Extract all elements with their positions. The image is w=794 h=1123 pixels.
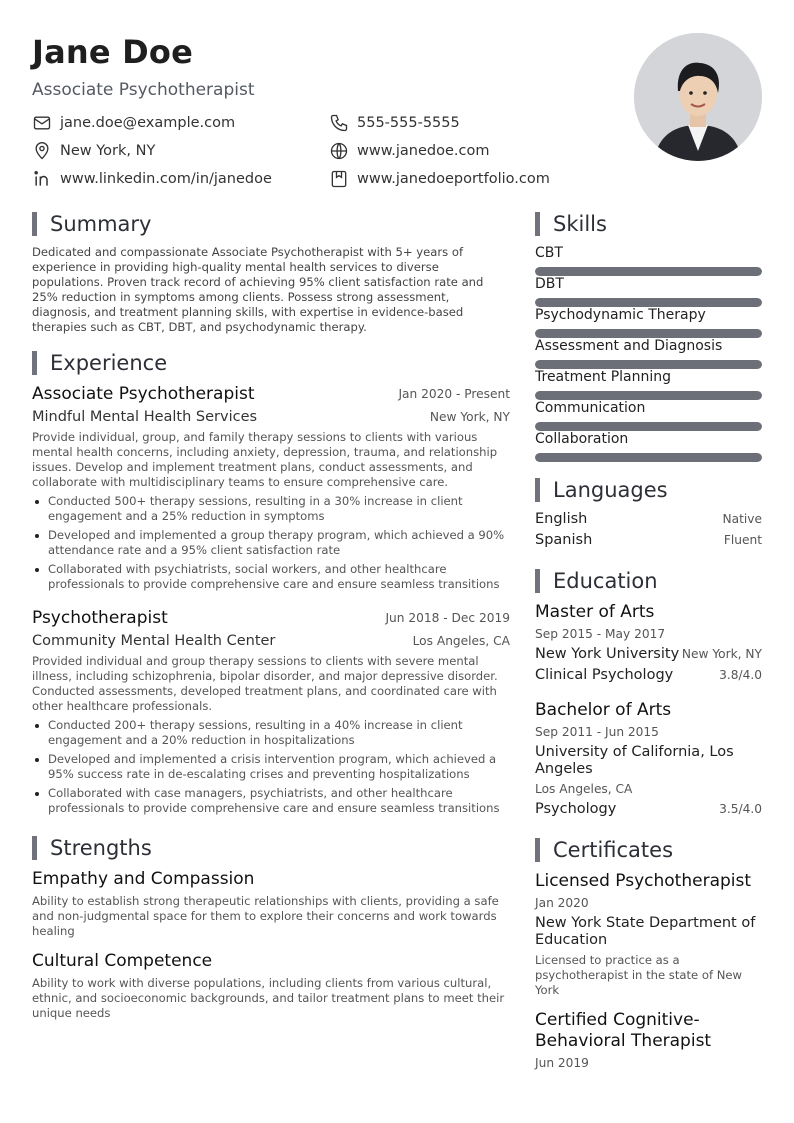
language-name: Spanish (535, 532, 593, 548)
email-text: jane.doe@example.com (60, 115, 236, 131)
skill-item (535, 431, 762, 462)
resume-title: Associate Psychotherapist (32, 80, 255, 100)
education-degree: Bachelor of Arts (535, 700, 672, 720)
education-school: University of California, Los Angeles (535, 744, 734, 777)
education-school: New York University (535, 646, 680, 662)
skill-bar (535, 453, 762, 462)
education-field-row (535, 667, 762, 683)
certificate-date: Jun 2019 (535, 1056, 589, 1070)
section-accent-bar (535, 212, 540, 236)
certificate-date: Jan 2020 (535, 896, 589, 910)
education-field-row (535, 801, 762, 817)
skill-item (535, 245, 762, 276)
education-dates: Sep 2015 - May 2017 (535, 627, 666, 641)
skill-bar-fill (535, 267, 762, 276)
skill-item (535, 369, 762, 400)
linkedin-icon (32, 169, 52, 189)
education-gpa: 3.8/4.0 (719, 668, 762, 682)
section-accent-bar (32, 836, 37, 860)
languages-heading: Languages (535, 478, 668, 502)
skill-bar-fill (535, 422, 762, 431)
skill-label: Collaboration (535, 431, 629, 447)
skill-label: Treatment Planning (535, 369, 671, 385)
certificate-title: Licensed Psychotherapist (535, 871, 752, 891)
language-item (535, 511, 762, 527)
phone-text: 555-555-5555 (357, 115, 460, 131)
summary-heading: Summary (32, 212, 151, 236)
skill-bar (535, 298, 762, 307)
education-heading: Education (535, 569, 658, 593)
language-level: Fluent (723, 533, 762, 547)
list-item: Collaborated with psychiatrists, social workers, and other healthcare professionals to provide comprehensive care and ensure seamless transitions (32, 562, 510, 592)
phone-icon (329, 113, 349, 133)
strength-title: Empathy and Compassion (32, 869, 255, 889)
profile-photo (634, 33, 762, 161)
skill-bar-fill (535, 391, 762, 400)
education-degree: Master of Arts (535, 602, 655, 622)
list-item: Developed and implemented a group therapy program, which achieved a 90% attendance rate and a 95% client satisfaction rate (32, 528, 510, 558)
skill-bar-fill (535, 360, 762, 369)
job-location: New York, NY (429, 410, 510, 424)
certificates-heading: Certificates (535, 838, 673, 862)
language-item (535, 532, 762, 548)
strength-title: Cultural Competence (32, 951, 213, 971)
list-item: Conducted 200+ therapy sessions, resulting in a 40% increase in client engagement and a 20% reduction in hospitalizations (32, 718, 510, 748)
section-accent-bar (535, 838, 540, 862)
job-bullets (32, 494, 510, 596)
contact-email[interactable] (32, 113, 235, 133)
strength-text: Ability to work with diverse populations, including clients from various cultural, ethnic, and socioeconomic backgrounds, and tailor treatment plans to meet their unique needs (32, 976, 505, 1020)
job-company: Community Mental Health Center (32, 633, 276, 649)
bookmark-icon (329, 169, 349, 189)
job-title: Associate Psychotherapist (32, 384, 255, 404)
skill-bar (535, 329, 762, 338)
location-text: New York, NY (60, 143, 156, 159)
education-school-row (535, 646, 762, 662)
skill-item (535, 307, 762, 338)
section-accent-bar (32, 212, 37, 236)
language-name: English (535, 511, 588, 527)
list-item: Developed and implemented a crisis intervention program, which achieved a 95% success rate in de-escalating crises and preventing hospitalizations (32, 752, 510, 782)
skill-bar (535, 360, 762, 369)
skill-bar-fill (535, 453, 762, 462)
section-accent-bar (32, 351, 37, 375)
skill-label: Communication (535, 400, 646, 416)
globe-icon (329, 141, 349, 161)
contact-linkedin[interactable] (32, 169, 272, 189)
skill-item (535, 276, 762, 307)
skill-bar-fill (535, 298, 762, 307)
skill-bar (535, 391, 762, 400)
mail-icon (32, 113, 52, 133)
skill-bar (535, 267, 762, 276)
contact-location (32, 141, 155, 161)
certificate-title: Certified Cognitive-Behavioral Therapist (535, 1010, 712, 1051)
location-pin-icon (32, 141, 52, 161)
skill-item (535, 400, 762, 431)
summary-text: Dedicated and compassionate Associate Psychotherapist with 5+ years of experience in providing high-quality mental health services to diverse populations. Proven track record of achieving 95% client satisfaction rate and 25% reduction in symptoms among clients. Possess strong assessment, diagnosis, and treatment planning skills, with expertise in evidence-based therapies such as CBT, DBT, and psychodynamic therapy. (32, 245, 484, 334)
education-field: Psychology (535, 801, 617, 817)
job-company: Mindful Mental Health Services (32, 409, 258, 425)
contact-website[interactable] (329, 141, 489, 161)
job-description: Provided individual and group therapy sessions to clients with severe mental illness, including schizophrenia, bipolar disorder, and major depressive disorder. Conducted assessments, developed treatment plans, and coordinated care with other healthcare professionals. (32, 654, 498, 713)
certificate-description: Licensed to practice as a psychotherapist in the state of New York (535, 953, 742, 997)
job-description: Provide individual, group, and family therapy sessions to clients with various mental health concerns, including anxiety, depression, trauma, and relationship issues. Develop and implement treatment plans, conduct assessments, and collaborate with multidisciplinary teams to ensure comprehensive care. (32, 430, 498, 489)
contact-phone[interactable] (329, 113, 460, 133)
list-item: Collaborated with case managers, psychiatrists, and other healthcare professionals to provide comprehensive care and ensure seamless transitions (32, 786, 510, 816)
education-field: Clinical Psychology (535, 667, 674, 683)
skill-bar-fill (535, 329, 762, 338)
skill-label: Assessment and Diagnosis (535, 338, 723, 354)
education-location: New York, NY (681, 647, 762, 661)
skill-bar (535, 422, 762, 431)
education-dates: Sep 2011 - Jun 2015 (535, 725, 659, 739)
language-level: Native (722, 512, 762, 526)
education-location: Los Angeles, CA (535, 782, 633, 796)
job-dates: Jun 2018 - Dec 2019 (385, 611, 510, 625)
job-location: Los Angeles, CA (412, 634, 510, 648)
linkedin-text: www.linkedin.com/in/janedoe (60, 171, 272, 187)
education-gpa: 3.5/4.0 (719, 802, 762, 816)
skill-item (535, 338, 762, 369)
skill-label: DBT (535, 276, 564, 292)
strengths-heading: Strengths (32, 836, 152, 860)
section-accent-bar (535, 478, 540, 502)
skills-heading: Skills (535, 212, 607, 236)
job-title: Psychotherapist (32, 608, 168, 628)
website-text: www.janedoe.com (357, 143, 490, 159)
experience-heading: Experience (32, 351, 167, 375)
job-bullets (32, 718, 510, 820)
list-item: Conducted 500+ therapy sessions, resulting in a 30% increase in client engagement and a 25% reduction in symptoms (32, 494, 510, 524)
section-accent-bar (535, 569, 540, 593)
skill-label: Psychodynamic Therapy (535, 307, 706, 323)
certificate-issuer: New York State Department of Education (535, 915, 756, 948)
resume-name: Jane Doe (32, 33, 193, 71)
strength-text: Ability to establish strong therapeutic relationships with clients, providing a safe and non-judgmental space for them to explore their concerns and work towards healing (32, 894, 499, 938)
portfolio-text: www.janedoeportfolio.com (357, 171, 550, 187)
skill-label: CBT (535, 245, 563, 261)
job-dates: Jan 2020 - Present (398, 387, 510, 401)
contact-portfolio[interactable] (329, 169, 550, 189)
